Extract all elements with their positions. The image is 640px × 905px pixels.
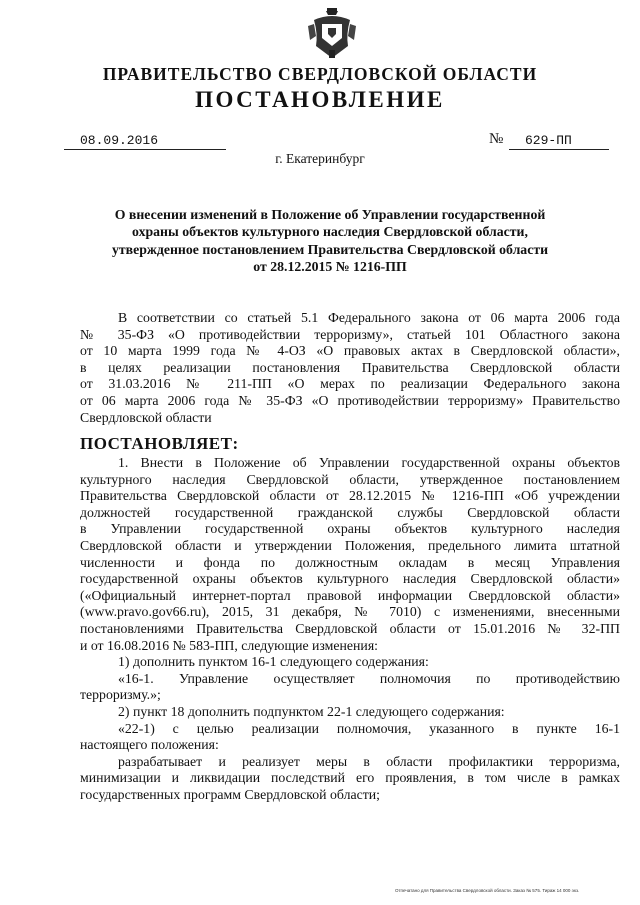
item-line: (www.pravo.gov66.ru), 2015, 31 декабря, № 7010) с изменениями, внесенными xyxy=(80,604,620,620)
number-sign: № xyxy=(489,131,504,147)
item-line: Свердловской области и утверждении Положения, предельного лимита штатной xyxy=(80,537,620,553)
government-name: ПРАВИТЕЛЬСТВО СВЕРДЛОВСКОЙ ОБЛАСТИ xyxy=(102,64,538,84)
item-line: постановлениями Правительства Свердловской области от 15.01.2016 № 32-ПП xyxy=(80,620,620,636)
title-line: охраны объектов культурного наследия Свердловской области, xyxy=(132,224,528,240)
preamble-line: № 35-ФЗ «О противодействии терроризму», статьей 101 Областного закона xyxy=(80,326,620,342)
title-line: от 28.12.2015 № 1216-ПП xyxy=(253,259,407,275)
preamble-line: от 31.03.2016 № 211-ПП «О мерах по реализации Федерального закона xyxy=(80,376,620,392)
item-line: численности и фонда по должностным окладам в месяц Управления xyxy=(80,554,620,570)
document-date: 08.09.2016 xyxy=(64,133,226,150)
item-line: и от 16.08.2016 № 583-ПП, следующие изменения: xyxy=(80,637,378,653)
preamble xyxy=(80,310,620,426)
item-line: культурного наследия Свердловской области, утвержденное постановлением xyxy=(80,471,620,487)
body-line: минимизации и ликвидации последствий его проявления, в том числе в рамках xyxy=(80,770,620,786)
quote-line: настоящего положения: xyxy=(80,737,219,753)
preamble-line: в целях реализации постановления Правительства Свердловской области xyxy=(80,359,620,375)
preamble-line: от 10 марта 1999 года № 4-ОЗ «О правовых актах в Свердловской области», xyxy=(80,343,620,359)
coat-of-arms-icon xyxy=(304,6,360,62)
print-footer: Отпечатано для Правительства Свердловской области. Заказ № 575. Тираж 14 000 экз. xyxy=(395,888,580,893)
quote-line: «16-1. Управление осуществляет полномочия по противодействию xyxy=(118,670,620,686)
item-line: в Управлении государственной охраны объектов культурного наследия xyxy=(80,521,620,537)
subitem-2: 2) пункт 18 дополнить подпунктом 22-1 следующего содержания: xyxy=(118,703,505,719)
item-line: государственной охраны объектов культурного наследия Свердловской области» xyxy=(80,571,620,587)
preamble-line: от 06 марта 2006 года № 35-ФЗ «О противодействии терроризму» Правительство xyxy=(80,392,620,408)
resolves-heading: ПОСТАНОВЛЯЕТ: xyxy=(80,434,239,453)
title-line: утвержденное постановлением Правительства Свердловской области xyxy=(111,241,549,257)
quote-line: «22-1) с целью реализации полномочия, указанного в пункте 16-1 xyxy=(118,720,620,736)
item-line: («Официальный интернет-портал правовой информации Свердловской области» xyxy=(80,587,620,603)
preamble-line: Свердловской области xyxy=(80,409,212,425)
body-line: государственных программ Свердловской области; xyxy=(80,786,380,802)
item-1 xyxy=(80,455,620,803)
document-number: 629-ПП xyxy=(509,133,609,150)
item-line: должностей государственной гражданской службы Свердловской области xyxy=(80,504,620,520)
preamble-line: В соответствии со статьей 5.1 Федерального закона от 06 марта 2006 года xyxy=(118,310,620,325)
subitem-1: 1) дополнить пунктом 16-1 следующего содержания: xyxy=(118,654,429,670)
quote-line: терроризму.»; xyxy=(80,687,161,703)
document-type: ПОСТАНОВЛЕНИЕ xyxy=(195,87,445,112)
body-line: разрабатывает и реализует меры в области профилактики терроризма, xyxy=(118,753,620,769)
title-line: О внесении изменений в Положение об Управлении государственной xyxy=(114,207,546,222)
item-line: 1. Внести в Положение об Управлении государственной охраны объектов xyxy=(118,455,620,470)
item-line: Правительства Свердловской области от 28.12.2015 № 1216-ПП «Об учреждении xyxy=(80,488,620,504)
document-city: г. Екатеринбург xyxy=(275,151,365,166)
document-title xyxy=(90,206,570,276)
